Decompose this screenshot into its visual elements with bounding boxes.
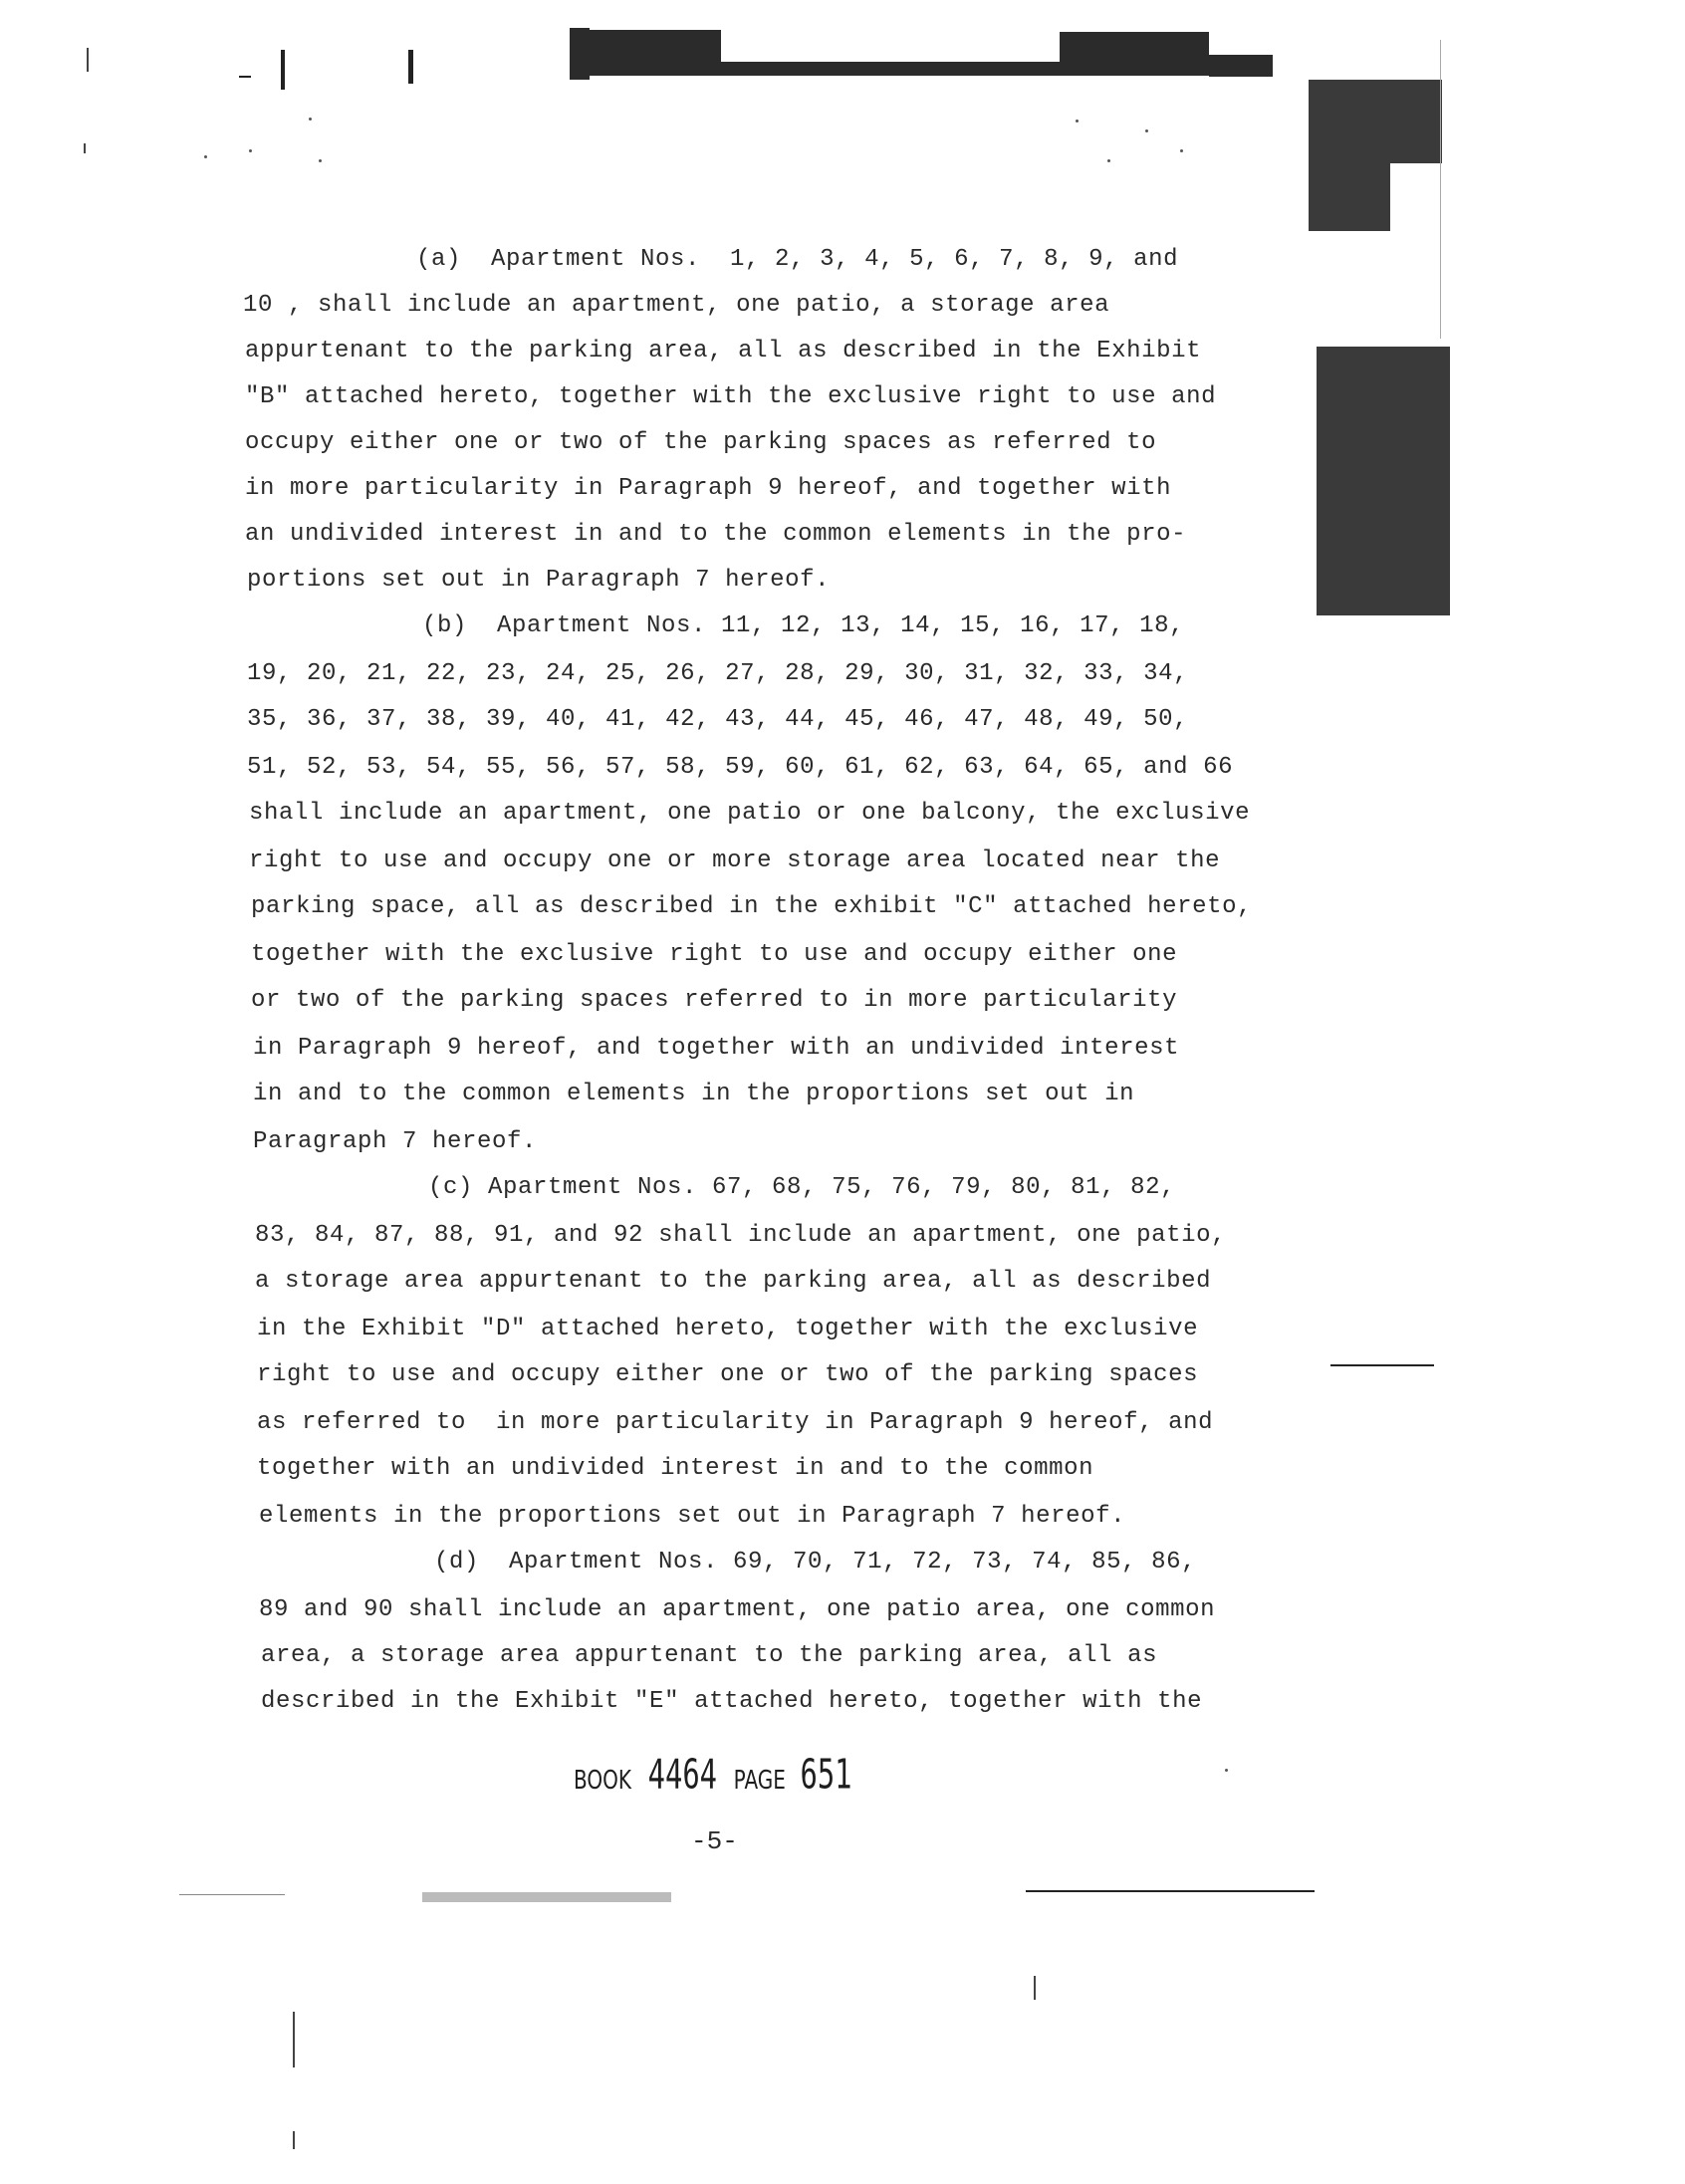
text-line: 35, 36, 37, 38, 39, 40, 41, 42, 43, 44, 45, 46, 47, 48, 49, 50, [247, 706, 1189, 733]
text-line: (b) Apartment Nos. 11, 12, 13, 14, 15, 16, 17, 18, [422, 612, 1185, 639]
text-line: right to use and occupy one or more storage area located near the [249, 848, 1221, 874]
text-line: occupy either one or two of the parking spaces as referred to [245, 429, 1157, 456]
page-label: PAGE [733, 1764, 786, 1796]
text-line: together with an undivided interest in and to the common [257, 1455, 1094, 1482]
text-line: in and to the common elements in the proportions set out in [253, 1081, 1135, 1107]
text-line: 83, 84, 87, 88, 91, and 92 shall include an apartment, one patio, [255, 1222, 1227, 1249]
margin-mark [1309, 80, 1442, 163]
scan-speck [1107, 159, 1110, 162]
text-line: an undivided interest in and to the common elements in the pro- [245, 521, 1187, 548]
scan-mark [293, 2012, 295, 2067]
scan-mark [87, 48, 89, 72]
scan-speck [309, 118, 312, 121]
scan-speck [204, 155, 207, 158]
redaction-block [572, 30, 721, 76]
scan-speck [1225, 1769, 1228, 1772]
text-line: (c) Apartment Nos. 67, 68, 75, 76, 79, 80, 81, 82, [428, 1174, 1176, 1201]
scan-mark [281, 50, 285, 90]
footer-rule [1026, 1890, 1315, 1892]
scan-mark [1034, 1976, 1036, 2000]
stamp-page-number: 651 [800, 1751, 852, 1800]
scan-mark [293, 2131, 295, 2149]
text-line: appurtenant to the parking area, all as described in the Exhibit [245, 338, 1202, 364]
margin-mark [1309, 163, 1390, 231]
scan-mark [239, 76, 251, 78]
redaction-block [1209, 55, 1273, 77]
text-line: a storage area appurtenant to the parking area, all as described [255, 1268, 1212, 1295]
scan-mark [1440, 40, 1441, 339]
text-line: (d) Apartment Nos. 69, 70, 71, 72, 73, 74, 85, 86, [434, 1549, 1197, 1576]
text-line: described in the Exhibit "E" attached hereto, together with the [261, 1688, 1203, 1715]
text-line: "B" attached hereto, together with the exclusive right to use and [245, 383, 1217, 410]
text-line: area, a storage area appurtenant to the parking area, all as [261, 1642, 1158, 1669]
text-line: Paragraph 7 hereof. [253, 1128, 538, 1155]
redaction-block [1060, 32, 1209, 76]
margin-rule [1330, 1364, 1434, 1366]
text-line: or two of the parking spaces referred to in more particularity [251, 987, 1178, 1014]
text-line: 89 and 90 shall include an apartment, one patio area, one common [259, 1596, 1216, 1623]
text-line: in the Exhibit "D" attached hereto, together with the exclusive [257, 1316, 1199, 1342]
text-line: shall include an apartment, one patio or one balcony, the exclusive [249, 800, 1251, 827]
text-line: (a) Apartment Nos. 1, 2, 3, 4, 5, 6, 7, 8, 9, and [416, 246, 1179, 273]
text-line: in more particularity in Paragraph 9 hereof, and together with [245, 475, 1172, 502]
scan-mark [422, 1892, 671, 1902]
text-line: 19, 20, 21, 22, 23, 24, 25, 26, 27, 28, 29, 30, 31, 32, 33, 34, [247, 660, 1189, 687]
scan-speck [1076, 120, 1079, 122]
text-line: portions set out in Paragraph 7 hereof. [247, 567, 831, 594]
scan-mark [84, 143, 86, 153]
scan-mark [408, 50, 413, 84]
text-line: 10 , shall include an apartment, one patio, a storage area [243, 292, 1110, 319]
redaction-block [721, 62, 1060, 76]
scan-mark [570, 28, 590, 80]
text-line: as referred to in more particularity in Paragraph 9 hereof, and [257, 1409, 1214, 1436]
book-label: BOOK [574, 1764, 631, 1796]
text-line: parking space, all as described in the exhibit "C" attached hereto, [251, 893, 1253, 920]
footer-rule [179, 1894, 285, 1895]
scan-speck [319, 159, 322, 162]
text-line: together with the exclusive right to use and occupy either one [251, 941, 1178, 968]
text-line: 51, 52, 53, 54, 55, 56, 57, 58, 59, 60, 61, 62, 63, 64, 65, and 66 [247, 754, 1234, 781]
book-page-stamp [574, 1751, 858, 1800]
scan-speck [249, 149, 252, 152]
text-line: in Paragraph 9 hereof, and together with an undivided interest [253, 1035, 1180, 1062]
scan-speck [1180, 149, 1183, 152]
book-number: 4464 [647, 1751, 718, 1800]
scan-speck [1145, 129, 1148, 132]
text-line: elements in the proportions set out in Paragraph 7 hereof. [259, 1503, 1126, 1530]
page-number: -5- [691, 1826, 738, 1856]
text-line: right to use and occupy either one or two of the parking spaces [257, 1361, 1199, 1388]
margin-mark [1317, 347, 1450, 615]
